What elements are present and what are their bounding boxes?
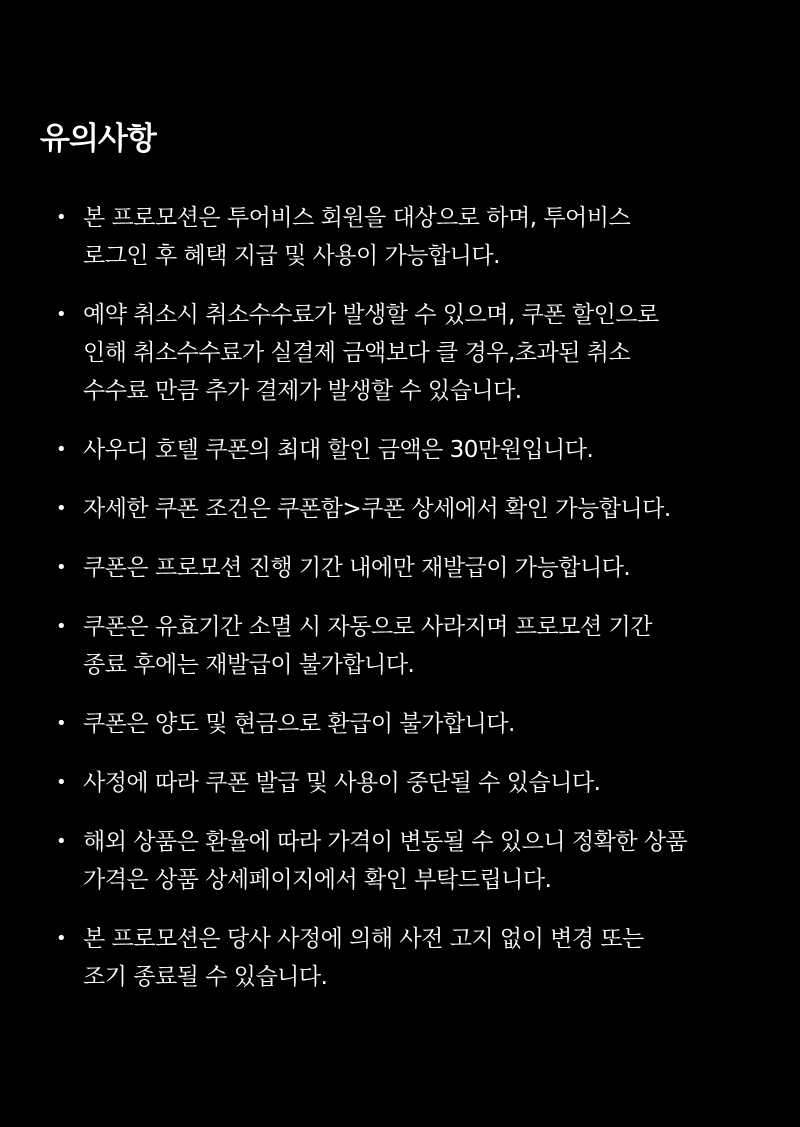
notice-item [40, 608, 770, 684]
notice-text-line: 쿠폰은 유효기간 소멸 시 자동으로 사라지며 프로모션 기간 [83, 614, 652, 640]
bullet-icon: • [56, 928, 67, 949]
bullet-icon: • [56, 207, 67, 228]
notice-text-line: 본 프로모션은 투어비스 회원을 대상으로 하며, 투어비스 [83, 205, 631, 231]
bullet-icon: • [56, 557, 67, 578]
notice-text-line: 쿠폰은 프로모션 진행 기간 내에만 재발급이 가능합니다. [83, 555, 631, 581]
notice-text-line: 인해 취소수수료가 실결제 금액보다 클 경우,초과된 취소 [83, 340, 631, 366]
notice-item [40, 549, 770, 587]
notice-item [40, 705, 770, 743]
notice-text-line: 본 프로모션은 당사 사정에 의해 사전 고지 없이 변경 또는 [83, 926, 644, 952]
notice-item [40, 764, 770, 802]
bullet-icon: • [56, 831, 67, 852]
notice-item [40, 920, 770, 996]
bullet-icon: • [56, 772, 67, 793]
notice-text-line: 해외 상품은 환율에 따라 가격이 변동될 수 있으니 정확한 상품 [83, 829, 688, 855]
notice-list [40, 199, 770, 996]
bullet-icon: • [56, 616, 67, 637]
notice-item [40, 490, 770, 528]
notice-text-line: 예약 취소시 취소수수료가 발생할 수 있으며, 쿠폰 할인으로 [83, 302, 659, 328]
notice-item [40, 431, 770, 469]
bullet-icon: • [56, 304, 67, 325]
notice-text-line: 수수료 만큼 추가 결제가 발생할 수 있습니다. [83, 378, 522, 404]
notice-text-line: 사우디 호텔 쿠폰의 최대 할인 금액은 30만원입니다. [83, 437, 594, 463]
notice-item [40, 823, 770, 899]
bullet-icon: • [56, 713, 67, 734]
notice-text-line: 가격은 상품 상세페이지에서 확인 부탁드립니다. [83, 867, 552, 893]
page-title: 유의사항 [40, 121, 156, 157]
notice-item [40, 296, 770, 410]
notice-item [40, 199, 770, 275]
notice-text-line: 로그인 후 혜택 지급 및 사용이 가능합니다. [83, 243, 500, 269]
bullet-icon: • [56, 439, 67, 460]
notice-text-line: 종료 후에는 재발급이 불가합니다. [83, 652, 415, 678]
bullet-icon: • [56, 498, 67, 519]
notice-text-line: 자세한 쿠폰 조건은 쿠폰함>쿠폰 상세에서 확인 가능합니다. [83, 496, 671, 522]
notice-text-line: 사정에 따라 쿠폰 발급 및 사용이 중단될 수 있습니다. [83, 770, 601, 796]
notice-text-line: 쿠폰은 양도 및 현금으로 환급이 불가합니다. [83, 711, 515, 737]
notice-text-line: 조기 종료될 수 있습니다. [83, 964, 328, 990]
